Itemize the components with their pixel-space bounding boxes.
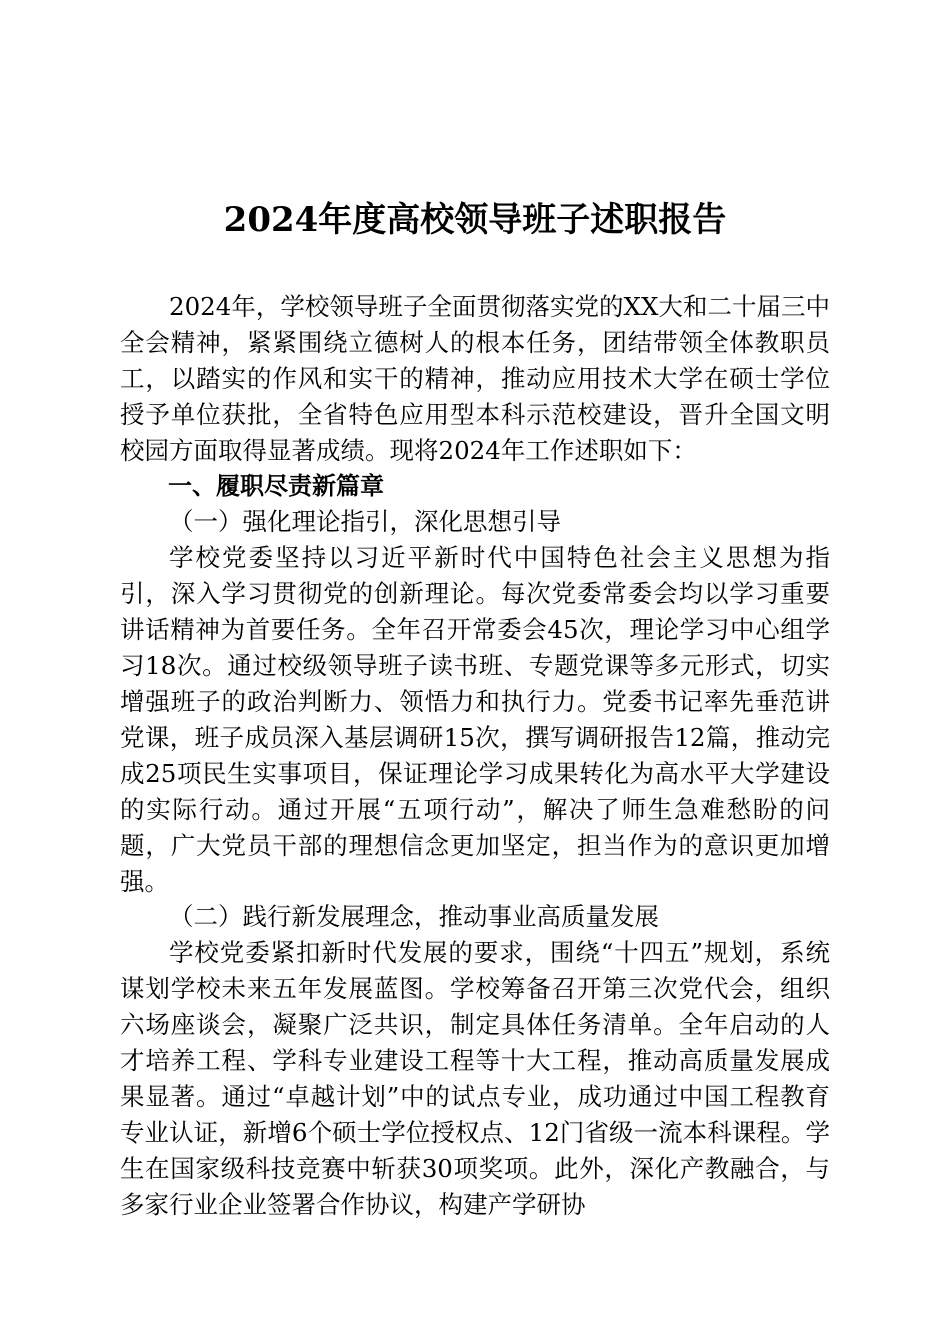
section-heading-1: 一、履职尽责新篇章 bbox=[168, 471, 384, 500]
document-body bbox=[120, 289, 830, 1223]
subsection-paragraph-2: 学校党委紧扣新时代发展的要求，围绕“十四五”规划，系统谋划学校未来五年发展蓝图。学校筹备召开第三次党代会，组织六场座谈会，凝聚广泛共识，制定具体任务清单。全年启动的人才培养工程、学科专业建设工程等十大工程，推动高质量发展成果显著。通过“卓越计划”中的试点专业，成功通过中国工程教育专业认证，新增6个硕士学位授权点、12门省级一流本科课程。学生在国家级科技竞赛中斩获30项奖项。此外，深化产教融合，与多家行业企业签署合作协议，构建产学研协 bbox=[120, 938, 830, 1219]
subsection-heading-2: （二）践行新发展理念，推动事业高质量发展 bbox=[169, 902, 659, 932]
intro-paragraph: 2024年，学校领导班子全面贯彻落实党的XX大和二十届三中全会精神，紧紧围绕立德树人的根本任务，团结带领全体教职员工，以踏实的作风和实干的精神，推动应用技术大学在硕士学位授予单位获批，全省特色应用型本科示范校建设，晋升全国文明校园方面取得显著成绩。现将2024年工作述职如下： bbox=[120, 292, 830, 465]
document-title: 2024年度高校领导班子述职报告 bbox=[223, 200, 727, 240]
subsection-heading-1: （一）强化理论指引，深化思想引导 bbox=[169, 507, 561, 537]
subsection-paragraph-1: 学校党委坚持以习近平新时代中国特色社会主义思想为指引，深入学习贯彻党的创新理论。每次党委常委会均以学习重要讲话精神为首要任务。全年召开常委会45次，理论学习中心组学习18次。通过校级领导班子读书班、专题党课等多元形式，切实增强班子的政治判断力、领悟力和执行力。党委书记率先垂范讲党课，班子成员深入基层调研15次，撰写调研报告12篇，推动完成25项民生实事项目，保证理论学习成果转化为高水平大学建设的实际行动。通过开展“五项行动”，解决了师生急难愁盼的问题，广大党员干部的理想信念更加坚定，担当作为的意识更加增强。 bbox=[120, 543, 830, 896]
